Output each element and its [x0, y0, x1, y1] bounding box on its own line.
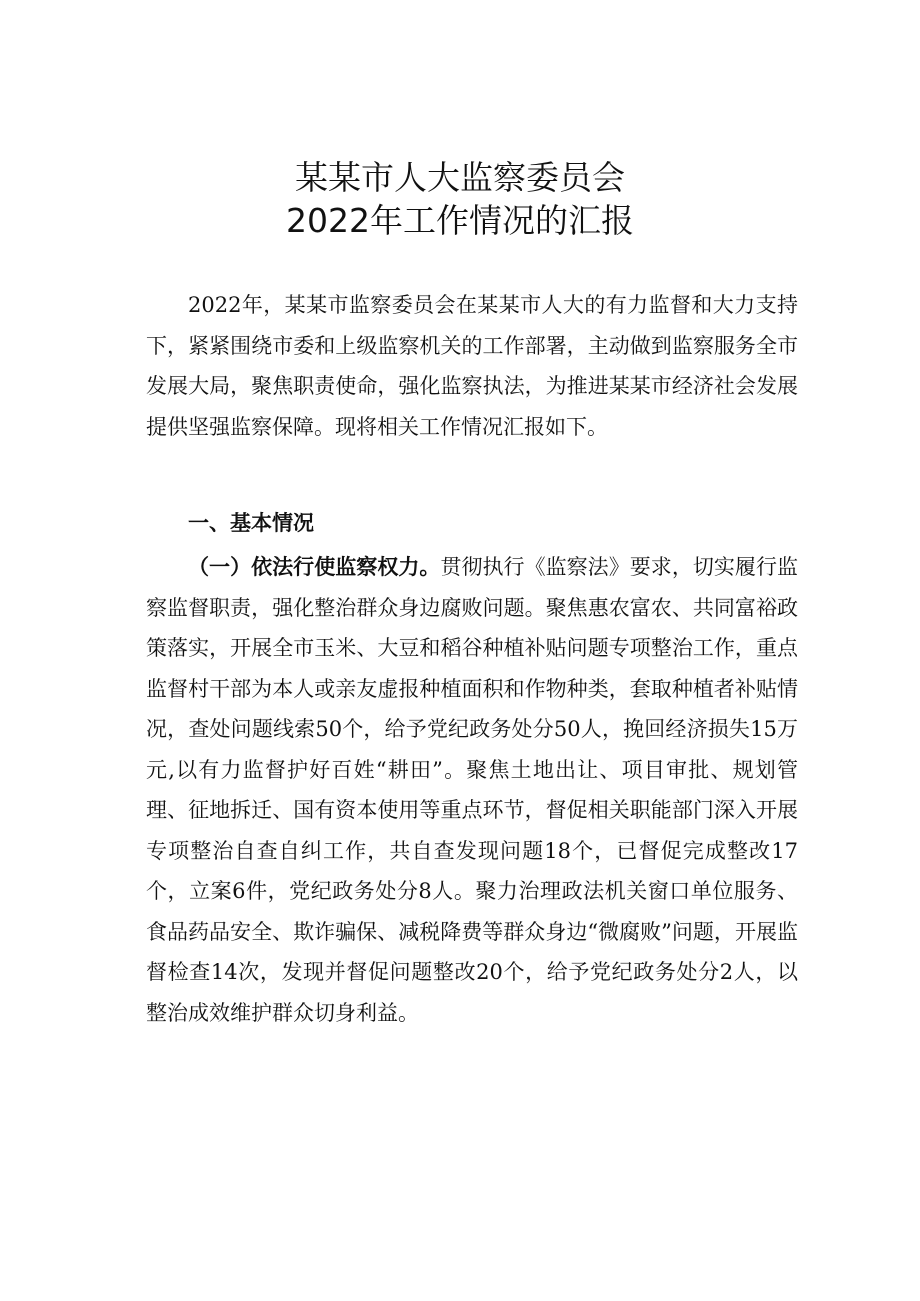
subsection-lead: （一）依法行使监察权力。 [188, 555, 441, 579]
subsection-paragraph [146, 547, 798, 1033]
document-title-line1: 某某市人大监察委员会 [295, 158, 625, 197]
section-heading-basic-situation: 一、基本情况 [188, 511, 314, 535]
subsection-body: 贯彻执行《监察法》要求，切实履行监察监督职责，强化整治群众身边腐败问题。聚焦惠农富农、共同富裕政策落实，开展全市玉米、大豆和稻谷种植补贴问题专项整治工作，重点监督村干部为本人或亲友虚报种植面积和作物种类，套取种植者补贴情况，查处问题线索50个，给予党纪政务处分50人，挽回经济损失15万元,以有力监督护好百姓“耕田”。聚焦土地出让、项目审批、规划管理、征地拆迁、国有资本使用等重点环节，督促相关职能部门深入开展专项整治自查自纠工作，共自查发现问题18个，已督促完成整改17个，立案6件，党纪政务处分8人。聚力治理政法机关窗口单位服务、食品药品安全、欺诈骗保、减税降费等群众身边“微腐败”问题，开展监督检查14次，发现并督促问题整改20个，给予党纪政务处分2人，以整治成效维护群众切身利益。 [146, 555, 799, 1025]
intro-paragraph: 2022年，某某市监察委员会在某某市人大的有力监督和大力支持下，紧紧围绕市委和上级监察机关的工作部署，主动做到监察服务全市发展大局，聚焦职责使命，强化监察执法，为推进某某市经济社会发展提供坚强监察保障。现将相关工作情况汇报如下。 [146, 293, 798, 439]
document-title-line2: 2022年工作情况的汇报 [286, 201, 634, 240]
